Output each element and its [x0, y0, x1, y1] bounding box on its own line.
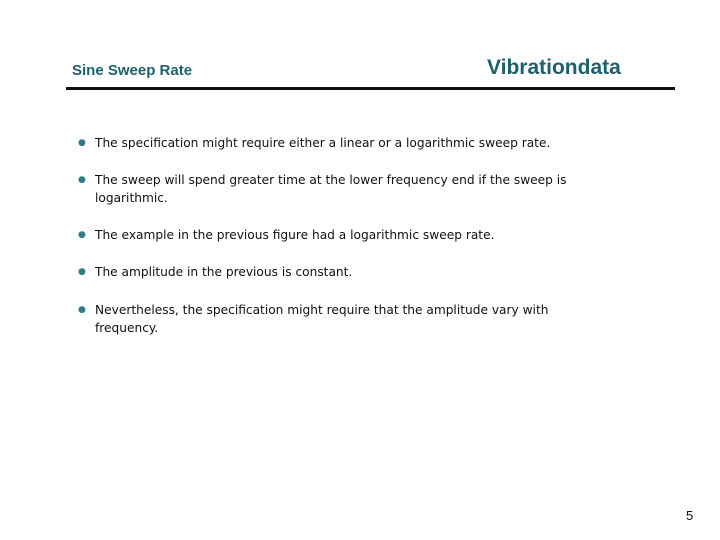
page-number: 5 [686, 508, 694, 523]
bullet-item [78, 263, 598, 281]
header-divider [66, 87, 675, 90]
bullet-dot-icon: ● [78, 230, 86, 240]
bullet-item [78, 301, 598, 337]
bullet-text: The amplitude in the previous is constant. [95, 265, 353, 279]
slide-title: Sine Sweep Rate [72, 62, 193, 79]
bullet-text: Nevertheless, the specification might require that the amplitude vary with frequency. [95, 303, 549, 335]
bullet-text: The example in the previous figure had a logarithmic sweep rate. [95, 228, 495, 242]
bullet-text: The sweep will spend greater time at the lower frequency end if the sweep is logarithmic. [95, 173, 567, 205]
bullet-dot-icon: ● [78, 267, 86, 277]
bullet-item [78, 134, 598, 152]
bullet-dot-icon: ● [78, 305, 86, 315]
bullet-dot-icon: ● [78, 138, 86, 148]
bullet-text: The specification might require either a linear or a logarithmic sweep rate. [95, 136, 551, 150]
brand-name: Vibrationdata [487, 56, 621, 79]
bullet-item [78, 226, 598, 244]
bullet-item [78, 171, 598, 207]
bullet-dot-icon: ● [78, 175, 86, 185]
